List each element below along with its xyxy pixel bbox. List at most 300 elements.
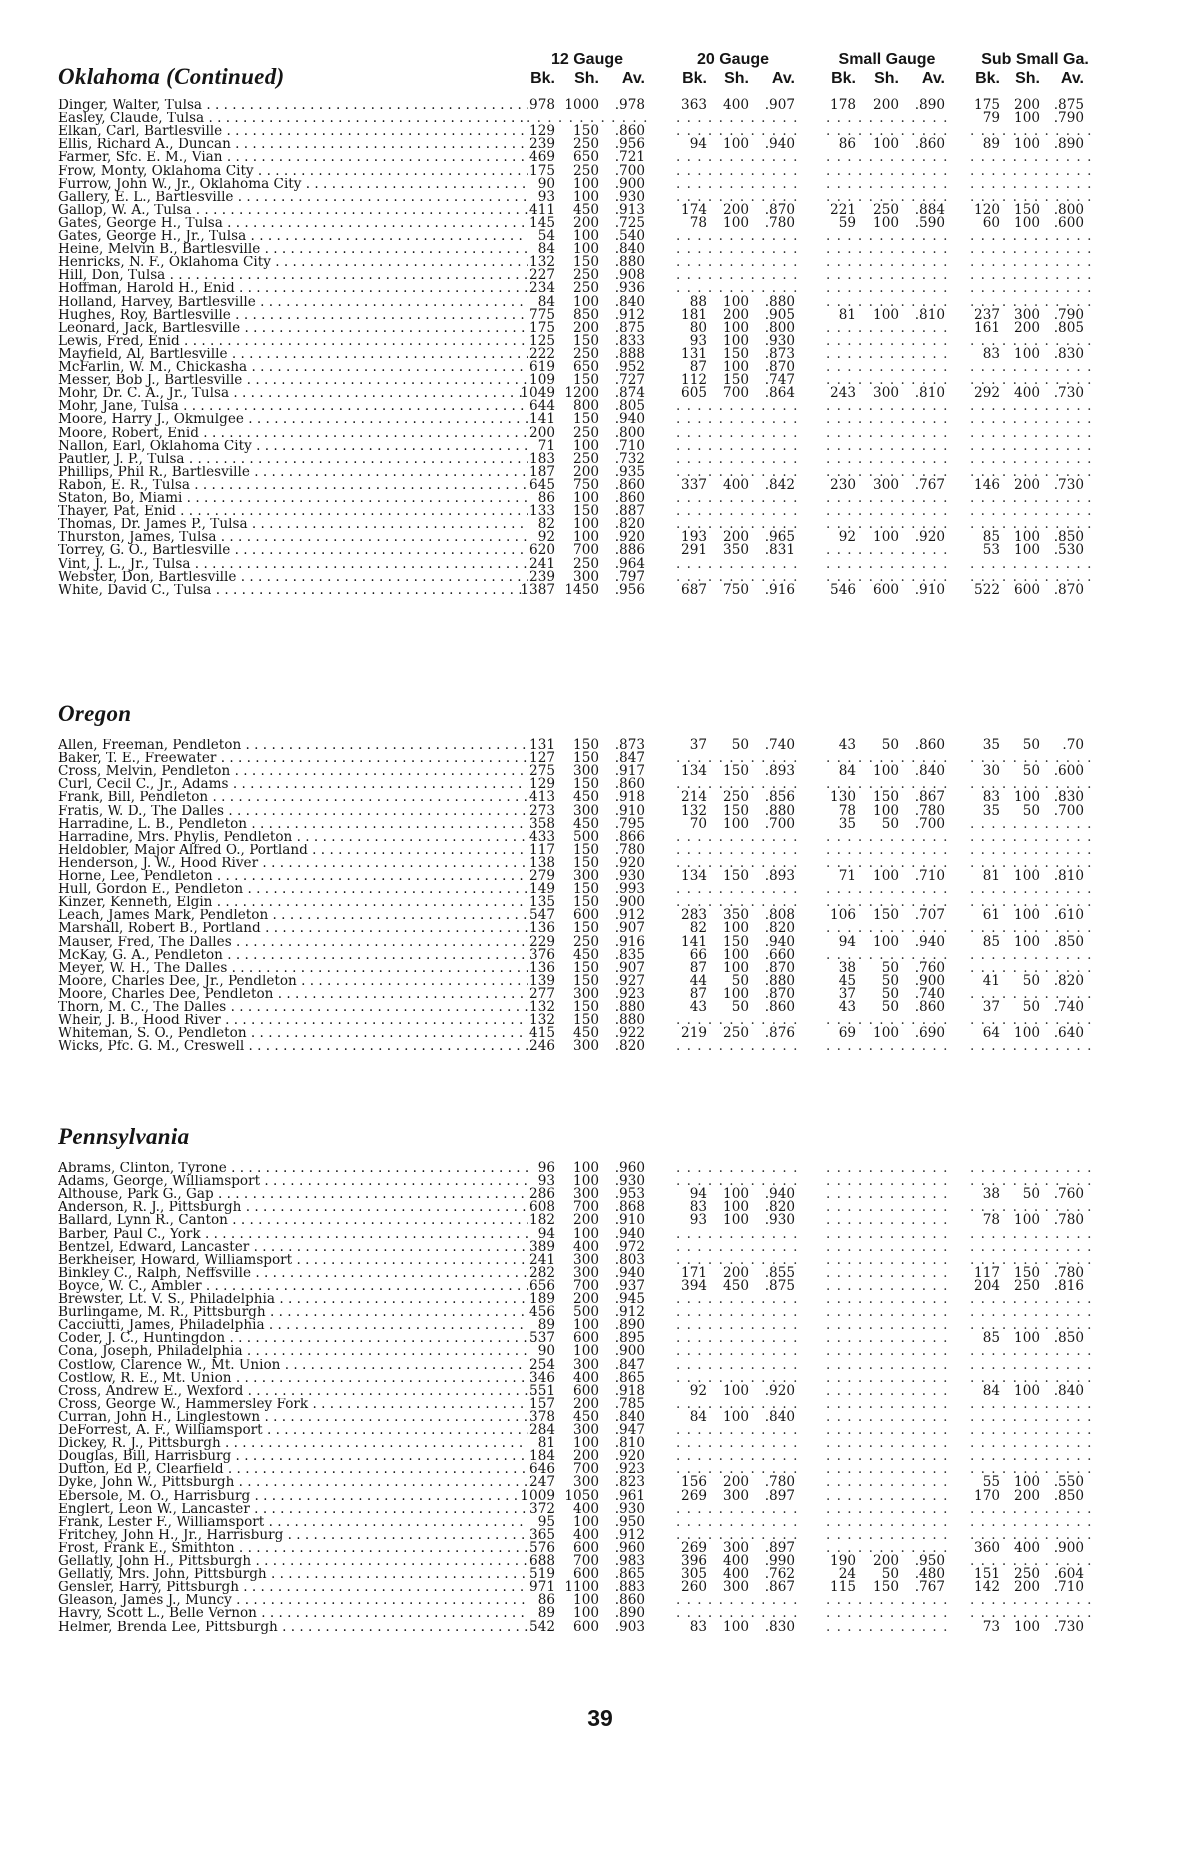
empty-cell: . . . . . . . . . . . . <box>826 922 949 936</box>
av-cell: .847 <box>614 1356 645 1373</box>
bk-cell: 117 <box>529 841 555 858</box>
bk-cell: 132 <box>681 802 707 819</box>
av-cell: .912 <box>614 306 645 323</box>
sh-cell: 100 <box>573 228 599 244</box>
sh-cell: 400 <box>723 1566 749 1583</box>
av-cell: .874 <box>614 385 645 402</box>
av-cell: .707 <box>914 907 945 924</box>
empty-cell: . . . . . . . . . . . . <box>826 439 949 453</box>
empty-cell: . . . . . . . . . . . . <box>676 856 799 870</box>
av-cell: .908 <box>614 267 645 284</box>
empty-cell: . . . . . . . . . . . . <box>826 282 949 296</box>
table-row <box>0 175 1200 192</box>
empty-cell: . . . . . . . . . . . . <box>970 439 1093 453</box>
bk-cell: 86 <box>537 1592 555 1609</box>
shooter-name: Heine, Melvin B., Bartlesville . . . <box>58 243 528 256</box>
shooter-name: Coder, J. C., Huntingdon . . . <box>58 1332 528 1345</box>
av-cell: .797 <box>614 568 645 585</box>
shooter-name: Staton, Bo, Miami . . . <box>58 492 528 505</box>
bk-cell: 136 <box>529 959 555 976</box>
shooter-name: McFarlin, W. M., Chickasha . . . <box>58 361 528 374</box>
sh-cell: 250 <box>573 933 599 950</box>
av-cell: .876 <box>764 1025 795 1042</box>
subheader-bk: Bk. <box>975 70 1000 87</box>
sh-cell: 100 <box>573 490 599 506</box>
bk-cell: 1009 <box>520 1487 555 1504</box>
shooter-name: Boyce, W. C., Ambler . . . <box>58 1280 528 1293</box>
av-cell: .850 <box>1053 529 1084 546</box>
sh-cell: 200 <box>723 1474 749 1491</box>
empty-cell: . . . . . . . . . . . . <box>826 856 949 870</box>
av-cell: .690 <box>914 1025 945 1042</box>
sh-cell: 1050 <box>564 1487 599 1504</box>
bk-cell: 646 <box>529 1461 555 1478</box>
empty-cell: . . . . . . . . . . . . <box>970 492 1093 505</box>
empty-cell: . . . . . . . . . . . . <box>676 452 799 466</box>
sh-cell: 600 <box>573 1539 599 1556</box>
av-cell: .897 <box>764 1487 795 1504</box>
bk-cell: 175 <box>529 319 555 336</box>
sh-cell: 400 <box>723 1553 749 1569</box>
av-cell: .805 <box>1053 319 1084 336</box>
table-row <box>0 413 1200 426</box>
bk-cell: 64 <box>982 1025 1000 1042</box>
sh-cell: 200 <box>723 529 749 546</box>
table-row <box>0 883 1200 896</box>
sh-cell: 150 <box>573 332 599 349</box>
shooter-name: Burlingame, M. R., Pittsburgh . . . <box>58 1306 528 1319</box>
empty-cell: . . . . . . . . . . . . <box>826 1345 949 1359</box>
sh-cell: 300 <box>873 385 899 402</box>
table-row <box>0 1437 1200 1450</box>
table-row <box>0 1450 1200 1463</box>
av-cell: .920 <box>764 1382 795 1399</box>
av-cell: .808 <box>764 907 795 924</box>
empty-cell: . . . . . . . . . . . . <box>676 1175 799 1189</box>
empty-cell: . . . . . . . . . . . . <box>826 1437 949 1451</box>
bk-cell: 283 <box>681 907 707 924</box>
bk-cell: 37 <box>689 737 707 753</box>
bk-cell: 394 <box>681 1277 707 1294</box>
av-cell: .940 <box>614 411 645 428</box>
av-cell: .860 <box>764 999 795 1015</box>
bk-cell: 54 <box>537 228 555 244</box>
empty-cell: . . . . . . . . . . . . <box>826 1014 949 1028</box>
shooter-name: Torrey, G. O., Bartlesville . . . <box>58 544 528 557</box>
empty-cell: . . . . . . . . . . . . <box>826 334 949 348</box>
table-row <box>0 1162 1200 1175</box>
table-row <box>0 505 1200 518</box>
sh-cell: 700 <box>573 1461 599 1478</box>
av-cell: .710 <box>614 437 645 454</box>
av-cell: .873 <box>614 737 645 753</box>
sh-cell: 150 <box>723 763 749 780</box>
av-cell: .760 <box>914 959 945 976</box>
sh-cell: 100 <box>723 1186 749 1203</box>
shooter-name: Moore, Charles Dee, Pendleton . . . <box>58 988 528 1001</box>
table-row <box>0 1513 1200 1530</box>
sh-cell: 200 <box>1014 97 1040 113</box>
empty-cell: . . . . . . . . . . . . <box>676 243 799 257</box>
sh-cell: 50 <box>881 999 899 1015</box>
empty-cell: . . . . . . . . . . . . <box>826 452 949 466</box>
table-row <box>0 1424 1200 1437</box>
bk-cell: 133 <box>529 503 555 520</box>
sh-cell: 150 <box>573 841 599 858</box>
av-cell: .953 <box>614 1186 645 1203</box>
av-cell: .820 <box>764 1199 795 1216</box>
sh-cell: 300 <box>573 1186 599 1203</box>
av-cell: .900 <box>614 1343 645 1360</box>
av-cell: .897 <box>764 1539 795 1556</box>
bk-cell: 85 <box>982 529 1000 546</box>
sh-cell: 150 <box>573 881 599 898</box>
bk-cell: 78 <box>689 214 707 231</box>
empty-cell: . . . . . . . . . . . . <box>970 426 1093 440</box>
empty-cell: . . . . . . . . . . . . <box>676 1371 799 1385</box>
sh-cell: 100 <box>873 802 899 819</box>
av-cell: .732 <box>614 450 645 467</box>
sh-cell: 200 <box>723 306 749 323</box>
table-row <box>0 1277 1200 1294</box>
shooter-name: Whiteman, S. O., Pendleton . . . <box>58 1027 528 1040</box>
table-row <box>0 1040 1200 1053</box>
empty-cell: . . . . . . . . . . . . <box>970 1450 1093 1464</box>
empty-cell: . . . . . . . . . . . . <box>970 961 1093 975</box>
subheader-sh: Sh. <box>1015 70 1040 87</box>
table-row <box>0 828 1200 845</box>
av-cell: .805 <box>614 398 645 415</box>
av-cell: .700 <box>1053 802 1084 819</box>
empty-cell: . . . . . . . . . . . . <box>676 230 799 243</box>
empty-cell: . . . . . . . . . . . . <box>676 1240 799 1254</box>
bk-cell: 131 <box>529 737 555 753</box>
subheader-bk: Bk. <box>831 70 856 87</box>
sh-cell: 100 <box>573 241 599 258</box>
sh-cell: 150 <box>573 776 599 793</box>
empty-cell: . . . . . . . . . . . . <box>826 1201 949 1215</box>
empty-cell: . . . . . . . . . . . . <box>676 883 799 897</box>
bk-cell: 1049 <box>520 385 555 402</box>
shooter-name: Curl, Cecil C., Jr., Adams . . . <box>58 778 528 791</box>
bk-cell: 87 <box>689 959 707 976</box>
bk-cell: 275 <box>529 763 555 780</box>
bk-cell: 38 <box>838 959 856 976</box>
sh-cell: 100 <box>1014 1212 1040 1229</box>
bk-cell: 182 <box>529 1212 555 1229</box>
av-cell: .840 <box>614 293 645 310</box>
sh-cell: 150 <box>573 372 599 389</box>
empty-cell: . . . . . . . . . . . . <box>970 413 1093 427</box>
empty-cell: . . . . . . . . . . . . <box>826 1332 949 1346</box>
av-cell: .940 <box>614 1225 645 1242</box>
empty-cell: . . . . . . . . . . . . <box>676 1319 799 1333</box>
shooter-name: Farmer, Sfc. E. M., Vian . . . <box>58 151 528 164</box>
av-cell: .860 <box>914 737 945 753</box>
bk-cell: 55 <box>982 1474 1000 1491</box>
av-cell: .952 <box>614 359 645 375</box>
av-cell: .820 <box>614 1038 645 1055</box>
av-cell: .530 <box>1053 542 1084 559</box>
sh-cell: 300 <box>723 1539 749 1556</box>
bk-cell: 291 <box>681 542 707 559</box>
table-row <box>0 450 1200 467</box>
bk-cell: 60 <box>982 214 1000 231</box>
sh-cell: 100 <box>723 332 749 349</box>
bk-cell: 43 <box>838 737 856 753</box>
shooter-name: Bentzel, Edward, Lancaster . . . <box>58 1241 528 1254</box>
empty-cell: . . . . . . . . . . . . <box>826 1410 949 1424</box>
bk-cell: 90 <box>537 175 555 192</box>
av-cell: .868 <box>614 1199 645 1216</box>
empty-cell: . . . . . . . . . . . . <box>970 125 1093 139</box>
bk-cell: 239 <box>529 136 555 153</box>
sh-cell: 50 <box>1022 999 1040 1015</box>
sh-cell: 100 <box>1014 907 1040 924</box>
empty-cell: . . . . . . . . . . . . <box>970 922 1093 936</box>
table-row <box>0 424 1200 441</box>
av-cell: .910 <box>614 1212 645 1229</box>
sh-cell: 450 <box>573 1408 599 1425</box>
bk-cell: 141 <box>681 933 707 950</box>
av-cell: .860 <box>914 136 945 153</box>
empty-cell: . . . . . . . . . . . . <box>970 1306 1093 1320</box>
sh-cell: 150 <box>573 123 599 140</box>
av-cell: .870 <box>1053 581 1084 598</box>
av-cell: .810 <box>914 385 945 402</box>
empty-cell: . . . . . . . . . . . . <box>970 164 1093 178</box>
bk-cell: 134 <box>681 868 707 884</box>
sh-cell: 600 <box>573 1566 599 1583</box>
av-cell: .880 <box>614 1012 645 1029</box>
shooter-name: Phillips, Phil R., Bartlesville . . . <box>58 466 528 479</box>
table-row <box>0 387 1200 400</box>
bk-cell: 175 <box>974 97 1000 113</box>
shooter-name: Frost, Frank E., Smithton . . . <box>58 1542 528 1555</box>
empty-cell: . . . . . . . . . . . . <box>676 1437 799 1451</box>
empty-cell: . . . . . . . . . . . . <box>970 1253 1093 1267</box>
empty-cell: . . . . . . . . . . . . <box>970 1293 1093 1306</box>
table-row <box>0 959 1200 976</box>
table-row <box>0 319 1200 336</box>
sh-cell: 100 <box>723 920 749 937</box>
bk-cell: 84 <box>838 763 856 780</box>
bk-cell: 234 <box>529 280 555 297</box>
empty-cell: . . . . . . . . . . . . <box>826 1306 949 1320</box>
sh-cell: 100 <box>723 1199 749 1216</box>
empty-cell: . . . . . . . . . . . . <box>970 518 1093 532</box>
bk-cell: 92 <box>537 529 555 546</box>
sh-cell: 100 <box>723 959 749 976</box>
av-cell: .710 <box>1053 1579 1084 1596</box>
av-cell: .767 <box>914 1579 945 1596</box>
sh-cell: 150 <box>573 894 599 911</box>
empty-cell: . . . . . . . . . . . . <box>826 321 949 335</box>
av-cell: .920 <box>614 854 645 871</box>
bk-cell: 305 <box>681 1566 707 1583</box>
table-row <box>0 544 1200 557</box>
sh-cell: 100 <box>573 1317 599 1334</box>
sh-cell: 150 <box>723 802 749 819</box>
table-row <box>0 1487 1200 1504</box>
empty-cell: . . . . . . . . . . . . <box>826 570 949 584</box>
bk-cell: 156 <box>681 1474 707 1491</box>
shooter-name: Easley, Claude, Tulsa . . . <box>58 112 528 125</box>
sh-cell: 350 <box>723 907 749 924</box>
empty-cell: . . . . . . . . . . . . <box>826 413 949 427</box>
shooter-name: Dickey, R. J., Pittsburgh . . . <box>58 1437 528 1450</box>
av-cell: .790 <box>1053 110 1084 127</box>
empty-cell: . . . . . . . . . . . . <box>826 1253 949 1267</box>
sh-cell: 300 <box>573 1251 599 1268</box>
sh-cell: 150 <box>573 972 599 989</box>
sh-cell: 300 <box>573 802 599 819</box>
sh-cell: 850 <box>573 306 599 323</box>
empty-cell: . . . . . . . . . . . . <box>826 1384 949 1398</box>
bk-cell: 132 <box>529 999 555 1015</box>
empty-cell: . . . . . . . . . . . . <box>970 1201 1093 1215</box>
table-row <box>0 1214 1200 1227</box>
shooter-name: Leach, James Mark, Pendleton . . . <box>58 909 528 922</box>
shooter-name: Berkheiser, Howard, Williamsport . . . <box>58 1254 528 1267</box>
shooter-name: Rabon, E. R., Tulsa . . . <box>58 479 528 492</box>
sh-cell: 400 <box>1014 1539 1040 1556</box>
sh-cell: 700 <box>573 542 599 559</box>
bk-cell: 469 <box>529 149 555 166</box>
section-title: Pennsylvania <box>58 1124 190 1149</box>
shooter-name: Harradine, L. B., Pendleton . . . <box>58 818 528 831</box>
sh-cell: 400 <box>723 97 749 113</box>
shooter-name: Kinzer, Kenneth, Elgin . . . <box>58 896 528 909</box>
av-cell: .964 <box>614 555 645 572</box>
sh-cell: 100 <box>1014 933 1040 950</box>
shooter-name: Mohr, Dr. C. A., Jr., Tulsa . . . <box>58 387 528 400</box>
table-row <box>0 361 1200 374</box>
sh-cell: 100 <box>1014 1025 1040 1042</box>
sh-cell: 300 <box>1014 306 1040 323</box>
bk-cell: 519 <box>529 1566 555 1583</box>
table-row <box>0 1539 1200 1556</box>
bk-cell: 89 <box>537 1317 555 1334</box>
table-row <box>0 802 1200 819</box>
bk-cell: 576 <box>529 1539 555 1556</box>
empty-cell: . . . . . . . . . . . . <box>826 505 949 519</box>
shooter-name: Pautler, J. P., Tulsa . . . <box>58 453 528 466</box>
bk-cell: 688 <box>529 1553 555 1569</box>
sh-cell: 200 <box>873 1553 899 1569</box>
table-row <box>0 1581 1200 1594</box>
shooter-name: Hughes, Roy, Bartlesville . . . <box>58 309 528 322</box>
bk-cell: 69 <box>838 1025 856 1042</box>
sh-cell: 100 <box>573 293 599 310</box>
av-cell: .935 <box>614 463 645 480</box>
empty-cell: . . . . . . . . . . . . <box>826 492 949 505</box>
empty-cell: . . . . . . . . . . . . <box>826 1175 949 1189</box>
shooter-name: Ebersole, M. O., Harrisburg . . . <box>58 1490 528 1503</box>
av-cell: .895 <box>614 1330 645 1347</box>
empty-cell: . . . . . . . . . . . . <box>826 1240 949 1254</box>
sh-cell: 600 <box>573 907 599 924</box>
shooter-name: Leonard, Jack, Bartlesville . . . <box>58 322 528 335</box>
av-cell: .930 <box>614 1173 645 1190</box>
bk-cell: 89 <box>982 136 1000 153</box>
sh-cell: 100 <box>573 1592 599 1609</box>
table-row <box>0 230 1200 243</box>
av-cell: .978 <box>614 97 645 113</box>
bk-cell: 608 <box>529 1199 555 1216</box>
shooter-name: Anderson, R. J., Pittsburgh . . . <box>58 1201 528 1214</box>
table-row <box>0 243 1200 256</box>
empty-cell: . . . . . . . . . . . . <box>676 505 799 519</box>
sh-cell: 100 <box>573 1605 599 1622</box>
subheader-bk: Bk. <box>530 70 555 87</box>
bk-cell: 78 <box>838 802 856 819</box>
bk-cell: 80 <box>689 319 707 336</box>
sh-cell: 200 <box>1014 1487 1040 1504</box>
empty-cell: . . . . . . . . . . . . <box>676 1450 799 1464</box>
av-cell: .905 <box>764 306 795 323</box>
empty-cell: . . . . . . . . . . . . <box>970 1502 1093 1516</box>
empty-cell: . . . . . . . . . . . . <box>676 426 799 440</box>
av-cell: .830 <box>764 1618 795 1635</box>
sh-cell: 300 <box>723 1579 749 1596</box>
bk-cell: 132 <box>529 254 555 271</box>
av-cell: .760 <box>1053 1186 1084 1203</box>
av-cell: .730 <box>1053 1618 1084 1635</box>
sh-cell: 300 <box>573 1422 599 1438</box>
bk-cell: 115 <box>830 1579 856 1596</box>
bk-cell: 82 <box>537 516 555 533</box>
sh-cell: 200 <box>1014 476 1040 493</box>
sh-cell: 150 <box>573 959 599 976</box>
table-row <box>0 1332 1200 1345</box>
empty-cell: . . . . . . . . . . . . <box>676 1040 799 1054</box>
shooter-name: Curran, John H., Linglestown . . . <box>58 1411 528 1424</box>
sh-cell: 450 <box>573 946 599 963</box>
sh-cell: 700 <box>723 385 749 402</box>
empty-cell: . . . . . . . . . . . . <box>826 1541 949 1555</box>
empty-cell: . . . . . . . . . . . . <box>676 1502 799 1516</box>
empty-cell: . . . . . . . . . . . . <box>970 374 1093 388</box>
av-cell: .820 <box>614 516 645 533</box>
sh-cell: 100 <box>573 1160 599 1176</box>
bk-cell: 151 <box>974 1566 1000 1583</box>
table-row <box>0 269 1200 282</box>
empty-cell: . . . . . . . . . . . . <box>826 125 949 139</box>
table-row <box>0 400 1200 413</box>
av-cell: .870 <box>764 959 795 976</box>
shooter-name: Gates, George H., Tulsa . . . <box>58 217 528 230</box>
bk-cell: 273 <box>529 802 555 819</box>
sh-cell: 250 <box>573 136 599 153</box>
empty-cell: . . . . . . . . . . . . <box>676 164 799 178</box>
sh-cell: 100 <box>873 136 899 153</box>
empty-cell: . . . . . . . . . . . . <box>826 1227 949 1241</box>
empty-cell: . . . . . . . . . . . . <box>970 948 1093 962</box>
sh-cell: 450 <box>573 789 599 806</box>
sh-cell: 150 <box>573 503 599 520</box>
empty-cell: . . . . . . . . . . . . <box>970 817 1093 831</box>
sh-cell: 150 <box>573 254 599 271</box>
empty-cell: . . . . . . . . . . . . <box>826 1502 949 1516</box>
sh-cell: 450 <box>573 815 599 832</box>
av-cell: .865 <box>614 1369 645 1386</box>
bk-cell: 183 <box>529 450 555 467</box>
av-cell: .850 <box>1053 933 1084 950</box>
av-cell: .930 <box>614 1500 645 1517</box>
shooter-name: Barber, Paul C., York . . . <box>58 1228 528 1241</box>
av-cell: .850 <box>1053 1487 1084 1504</box>
